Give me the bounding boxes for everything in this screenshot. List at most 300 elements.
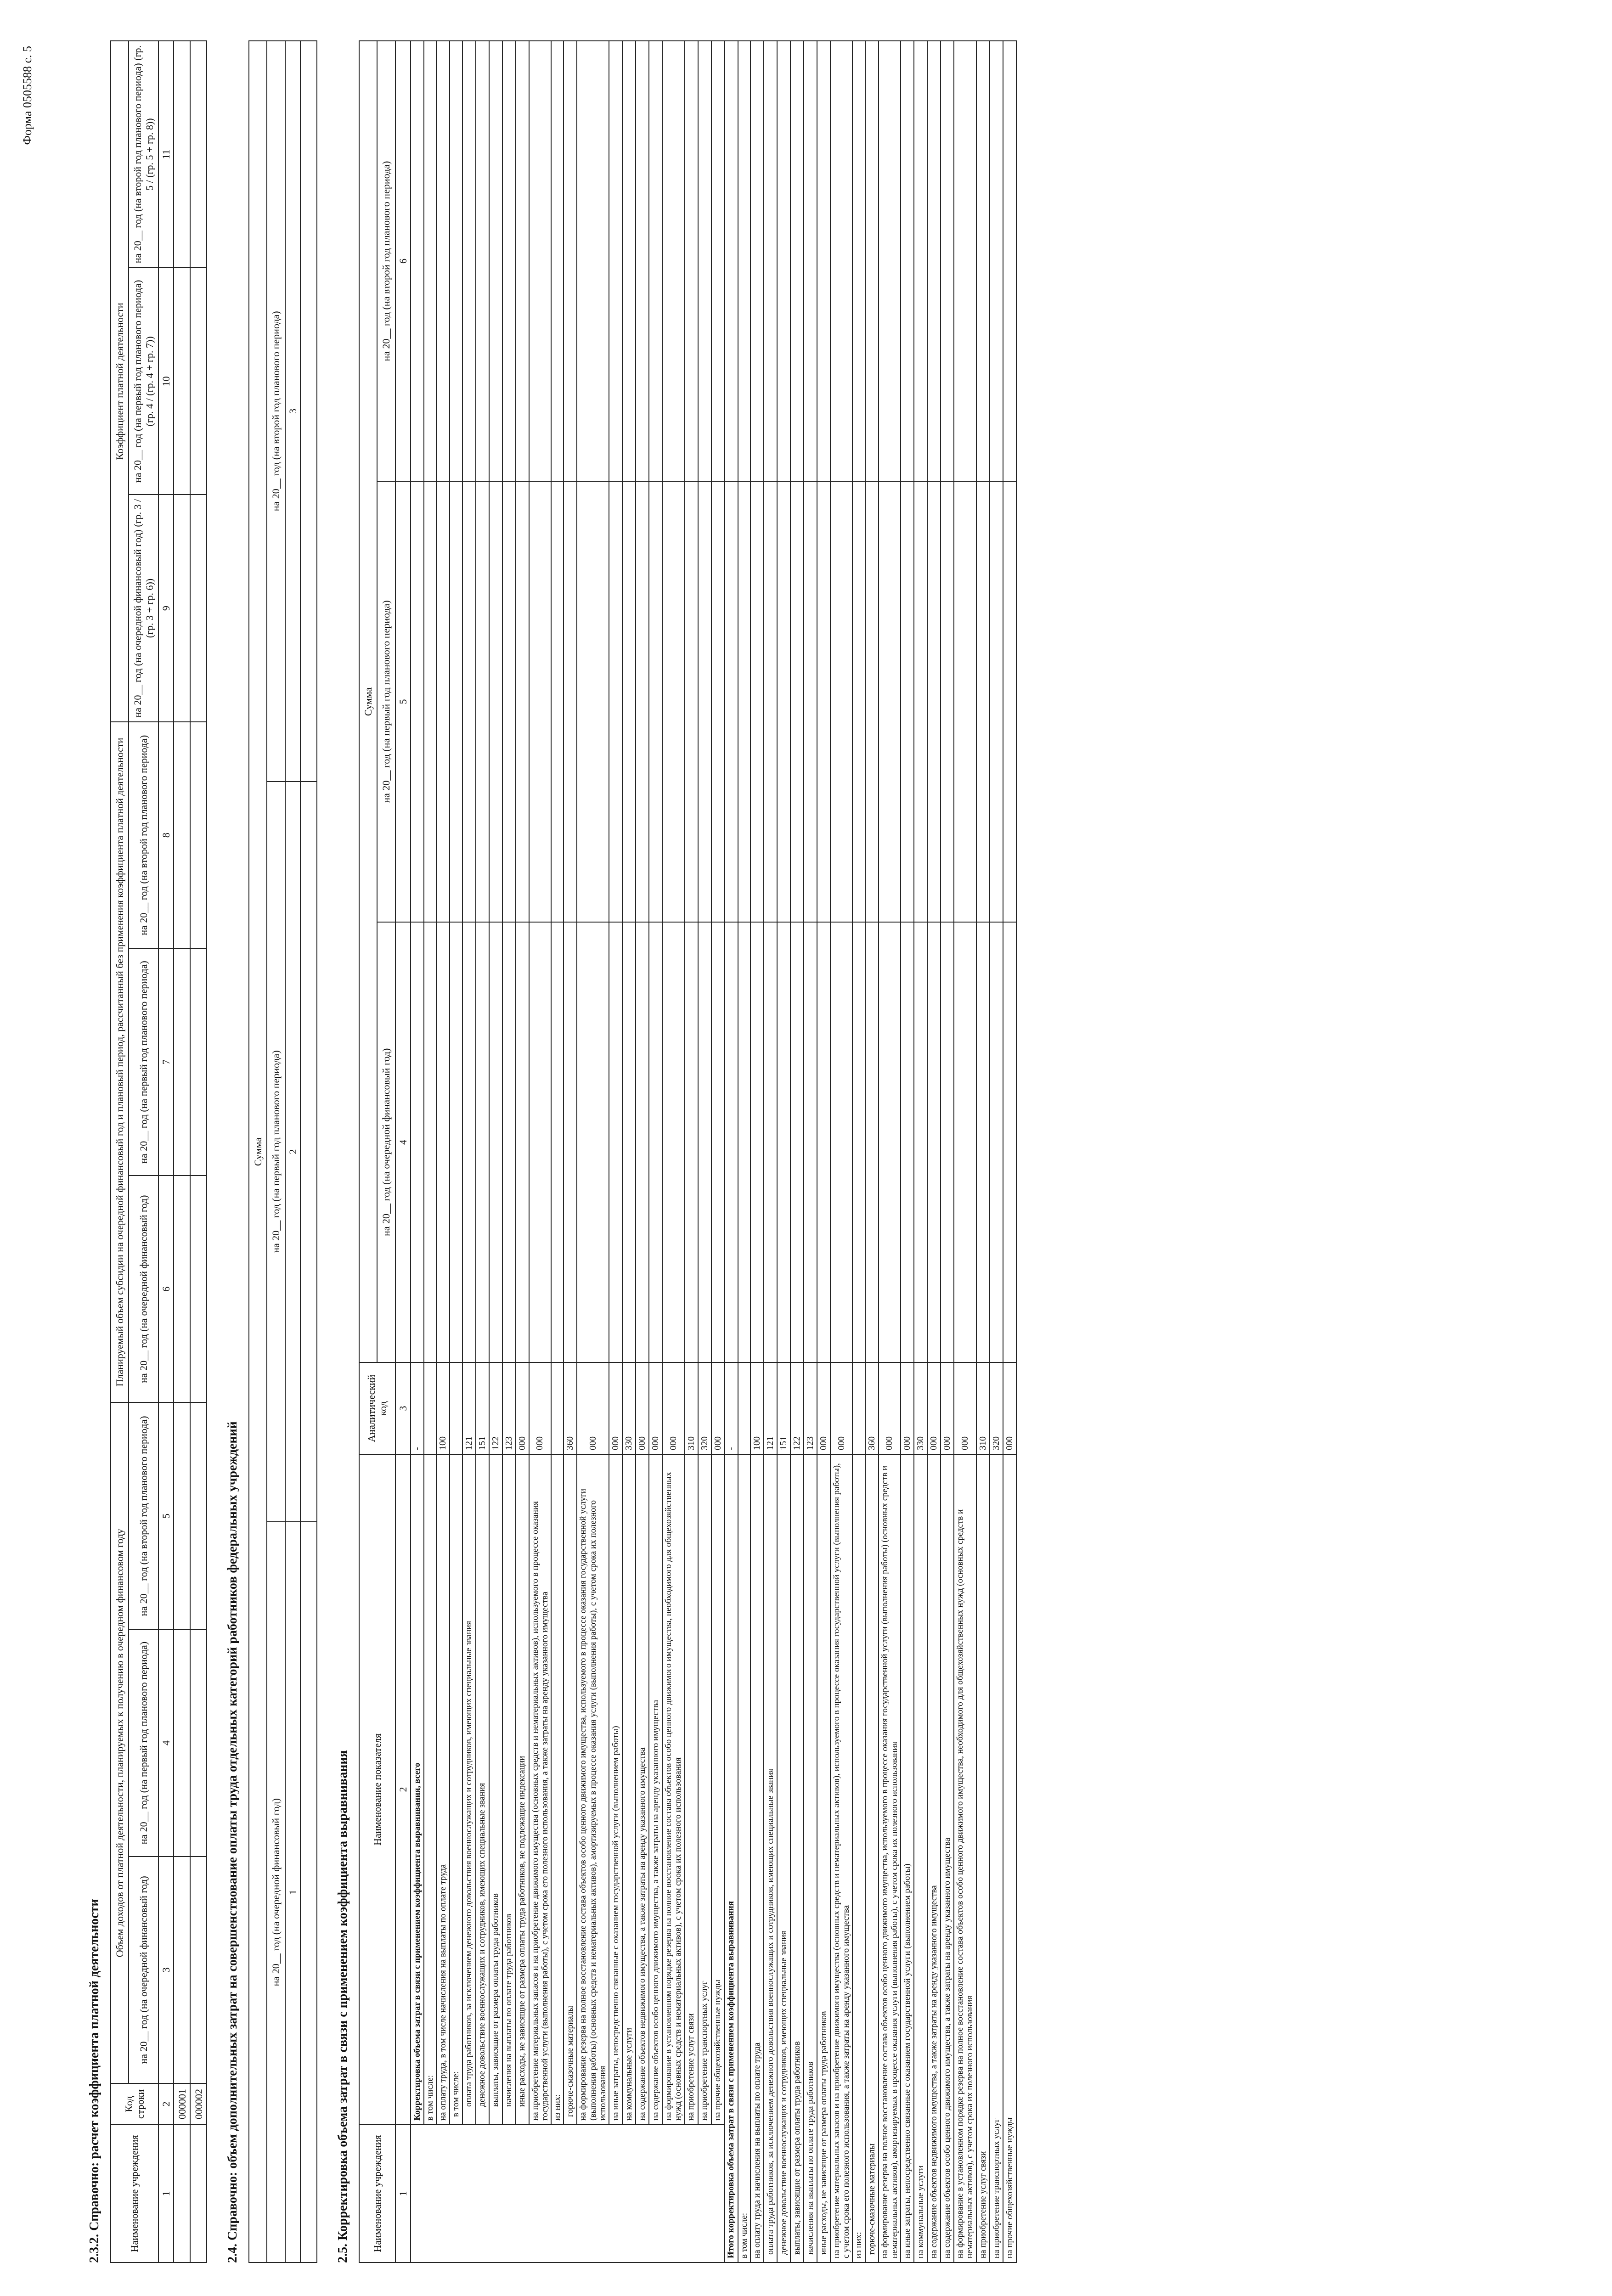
value-cell[interactable] — [411, 41, 424, 481]
total-row — [941, 41, 954, 2262]
analytic-code: 000 — [1003, 1362, 1016, 1454]
cell[interactable] — [190, 2125, 207, 2262]
total-row — [927, 41, 941, 2262]
value-cell[interactable] — [450, 922, 462, 1362]
total-row — [738, 41, 750, 2262]
col-number: 1 — [158, 2125, 174, 2262]
analytic-code: 000 — [662, 1362, 685, 1454]
total-row — [901, 41, 914, 2262]
value-cell[interactable] — [990, 481, 1003, 922]
col-number: 3 — [158, 1857, 174, 2083]
value-cell[interactable] — [424, 41, 436, 481]
value-cell[interactable] — [436, 922, 450, 1362]
indicator-name: на содержание объектов недвижимого имущества, а также затраты на аренду указанного имущества — [636, 1454, 649, 2125]
total-row — [830, 41, 853, 2262]
table-row — [698, 41, 711, 2262]
col-number: 1 — [285, 1522, 300, 2262]
total-row — [817, 41, 830, 2262]
indicator-name: на содержание объектов особо ценного движимого имущества, а также затраты на аренду указанного имущества — [649, 1454, 662, 2125]
value-cell[interactable] — [790, 922, 804, 1362]
col-header: на 20__ год (на второй год планового периода) — [267, 41, 285, 782]
value-cell[interactable] — [516, 922, 529, 1362]
analytic-code: 000 — [817, 1362, 830, 1454]
analytic-code: 100 — [436, 1362, 450, 1454]
value-cell[interactable] — [450, 481, 462, 922]
cell[interactable] — [174, 1857, 190, 2083]
col-number: 2 — [158, 2083, 174, 2125]
indicator-name: Корректировка объема затрат в связи с применением коэффициента выравнивания, всего — [411, 1454, 424, 2125]
value-cell[interactable] — [476, 41, 489, 481]
table-row — [551, 41, 564, 2262]
col-header: на 20__ год (на второй год планового периода) — [377, 41, 395, 481]
col-header: на 20__ год (на первый год планового периода) — [267, 782, 285, 1522]
col-header: на 20__ год (на очередной финансовый год) — [377, 922, 395, 1362]
cell[interactable] — [174, 722, 190, 949]
value-cell[interactable] — [551, 481, 564, 922]
total-row — [804, 41, 817, 2262]
total-row — [954, 41, 976, 2262]
value-cell[interactable] — [564, 41, 577, 481]
indicator-name: в том числе: — [424, 1454, 436, 2125]
analytic-code — [450, 1362, 462, 1454]
col-header: на 20__ год (на очередной финансовый год) (гр. 3 / (гр. 3 + гр. 6)) — [129, 495, 158, 721]
table-row — [649, 41, 662, 2262]
value-cell[interactable] — [750, 922, 764, 1362]
value-cell[interactable] — [516, 481, 529, 922]
cell[interactable] — [190, 495, 207, 721]
table-row — [529, 41, 552, 2262]
value-cell[interactable] — [622, 481, 636, 922]
value-cell[interactable] — [577, 481, 609, 922]
col-number: 5 — [395, 481, 411, 922]
value-cell[interactable] — [711, 922, 725, 1362]
value-cell[interactable] — [698, 41, 711, 481]
value-cell[interactable] — [609, 41, 622, 481]
col-number: 7 — [158, 949, 174, 1176]
analytic-code: 123 — [804, 1362, 817, 1454]
col-number: 11 — [158, 41, 174, 268]
table-row — [516, 41, 529, 2262]
total-indicator-name: иные расходы, не зависящие от размера оплаты труда работников — [817, 1454, 830, 2262]
value-cell[interactable] — [502, 41, 516, 481]
value-cell[interactable] — [649, 41, 662, 481]
indicator-name: начисления на выплаты по оплате труда работников — [502, 1454, 516, 2125]
value-cell[interactable] — [636, 481, 649, 922]
analytic-code: 000 — [711, 1362, 725, 1454]
table-row — [502, 41, 516, 2262]
value-cell[interactable] — [817, 41, 830, 481]
value-cell[interactable] — [865, 481, 879, 922]
col-number: 9 — [158, 495, 174, 721]
total-row — [976, 41, 990, 2262]
form-content — [69, 40, 1017, 2263]
value-cell[interactable] — [852, 41, 865, 481]
col-header: на 20__ год (на очередной финансовый год) — [129, 1857, 158, 2083]
value-cell[interactable] — [914, 481, 927, 922]
value-cell[interactable] — [649, 922, 662, 1362]
total-indicator-name: выплаты, зависящие от размера оплаты труда работников — [790, 1454, 804, 2262]
value-cell[interactable] — [927, 922, 941, 1362]
value-cell[interactable] — [976, 41, 990, 481]
value-cell[interactable] — [711, 41, 725, 481]
value-cell[interactable] — [990, 41, 1003, 481]
total-indicator-name: на формирование в установленном порядке резерва на полное восстановление состава объектов особо ценного движимого имущества, необходимого для общехозяйственных нужд (основных средств и нематериальных активов), с учетом срока их полезного использования — [954, 1454, 976, 2262]
table-row — [489, 41, 502, 2262]
value-cell[interactable] — [804, 481, 817, 922]
col-number: 6 — [395, 41, 411, 481]
cell[interactable] — [174, 41, 190, 268]
table-row — [424, 41, 436, 2262]
value-cell[interactable] — [529, 922, 552, 1362]
table-row — [450, 41, 462, 2262]
indicator-name: иные расходы, не зависящие от размера оплаты труда работников, не подлежащие индексации — [516, 1454, 529, 2125]
analytic-code: 360 — [564, 1362, 577, 1454]
value-cell[interactable] — [777, 922, 790, 1362]
value-cell[interactable] — [662, 481, 685, 922]
total-indicator-name: Итого корректировка объема затрат в связи с применением коэффициента выравнивания — [725, 1454, 738, 2262]
col-number: 8 — [158, 722, 174, 949]
cell[interactable] — [174, 1402, 190, 1629]
value-cell[interactable] — [476, 922, 489, 1362]
table-232 — [110, 40, 207, 2263]
value-cell[interactable] — [1003, 922, 1016, 1362]
value-cell[interactable] — [954, 481, 976, 922]
value-cell[interactable] — [817, 481, 830, 922]
value-cell[interactable] — [662, 41, 685, 481]
value-cell[interactable] — [865, 41, 879, 481]
value-cell[interactable] — [436, 41, 450, 481]
cell[interactable] — [190, 1176, 207, 1402]
value-cell[interactable] — [725, 922, 738, 1362]
value-cell[interactable] — [750, 481, 764, 922]
indicator-name: горюче-смазочные материалы — [564, 1454, 577, 2125]
value-cell[interactable] — [901, 481, 914, 922]
table-row — [711, 41, 725, 2262]
value-cell[interactable] — [830, 922, 853, 1362]
analytic-code: 151 — [777, 1362, 790, 1454]
analytic-code: 360 — [865, 1362, 879, 1454]
table-row — [564, 41, 577, 2262]
value-cell[interactable] — [1003, 41, 1016, 481]
col-number: 4 — [158, 1630, 174, 1857]
analytic-code: 000 — [927, 1362, 941, 1454]
value-cell[interactable] — [764, 922, 777, 1362]
table-row — [685, 41, 698, 2262]
total-indicator-name: оплата труда работников, за исключением денежного довольствия военнослужащих и сотрудников, имеющих специальные звания — [764, 1454, 777, 2262]
value-cell[interactable] — [865, 922, 879, 1362]
value-cell[interactable] — [738, 41, 750, 481]
value-cell[interactable] — [901, 41, 914, 481]
value-cell[interactable] — [927, 41, 941, 481]
cell[interactable] — [174, 495, 190, 721]
group-coefficient: Коэффициент платной деятельности — [111, 41, 129, 722]
value-cell[interactable] — [450, 41, 462, 481]
table-row — [622, 41, 636, 2262]
section-25-title: 2.5. Корректировка объема затрат в связи с применением коэффициента выравнивания — [336, 1750, 350, 2263]
indicator-name: в том числе: — [450, 1454, 462, 2125]
total-indicator-name: на содержание объектов недвижимого имущества, а также затраты на аренду указанного имущества — [927, 1454, 941, 2262]
analytic-code: 121 — [764, 1362, 777, 1454]
analytic-code: 000 — [901, 1362, 914, 1454]
value-cell[interactable] — [1003, 481, 1016, 922]
total-row — [990, 41, 1003, 2262]
value-cell[interactable] — [622, 922, 636, 1362]
value-cell[interactable] — [879, 481, 901, 922]
analytic-code: 310 — [976, 1362, 990, 1454]
value-cell[interactable] — [476, 481, 489, 922]
table-row — [662, 41, 685, 2262]
value-cell[interactable] — [764, 41, 777, 481]
col-header: на 20__ год (на первый год планового периода) — [129, 1630, 158, 1857]
analytic-code: 000 — [529, 1362, 552, 1454]
value-cell[interactable] — [489, 481, 502, 922]
value-cell[interactable] — [817, 922, 830, 1362]
value-cell[interactable] — [941, 41, 954, 481]
cell[interactable] — [190, 722, 207, 949]
total-indicator-name: на формирование резерва на полное восстановление состава объектов особо ценного движимого имущества, используемого в процессе оказания государственной услуги (выполнения работы) (основных средств и нематериальных активов), амортизируемых в процессе оказания услуги (выполнения работы), с учетом срока их полезного использования — [879, 1454, 901, 2262]
value-cell[interactable] — [990, 922, 1003, 1362]
value-cell[interactable] — [516, 41, 529, 481]
value-cell[interactable] — [577, 41, 609, 481]
analytic-code: 151 — [476, 1362, 489, 1454]
analytic-code: 000 — [649, 1362, 662, 1454]
value-cell[interactable] — [790, 481, 804, 922]
value-cell[interactable] — [954, 41, 976, 481]
value-cell[interactable] — [852, 922, 865, 1362]
cell[interactable] — [174, 1630, 190, 1857]
form-label: Форма 0505588 с. 5 — [21, 46, 34, 145]
value-cell[interactable] — [927, 481, 941, 922]
value-cell[interactable] — [411, 922, 424, 1362]
value-cell[interactable] — [424, 922, 436, 1362]
total-indicator-name: на содержание объектов особо ценного движимого имущества, а также затраты на аренду указанного имущества — [941, 1454, 954, 2262]
analytic-code: 320 — [698, 1362, 711, 1454]
value-cell[interactable] — [750, 41, 764, 481]
value-cell[interactable] — [609, 922, 622, 1362]
analytic-code: 000 — [577, 1362, 609, 1454]
value-cell[interactable] — [462, 41, 476, 481]
group-subsidy: Планируемый объем субсидии на очередной финансовый год и плановый период, рассчитанный без применения коэффициента платной деятельности — [111, 722, 129, 1403]
analytic-code: - — [411, 1362, 424, 1454]
total-indicator-name: на оплату труда и начисления на выплаты по оплате труда — [750, 1454, 764, 2262]
indicator-name: на прочие общехозяйственные нужды — [711, 1454, 725, 2125]
col-number: 2 — [395, 1454, 411, 2125]
col-number: 1 — [395, 2125, 411, 2262]
col-header: на 20__ год (на второй год планового периода) — [129, 1402, 158, 1629]
cell[interactable] — [190, 949, 207, 1176]
total-indicator-name: горюче-смазочные материалы — [865, 1454, 879, 2262]
cell[interactable] — [300, 41, 317, 782]
value-cell[interactable] — [954, 922, 976, 1362]
cell[interactable] — [174, 2125, 190, 2262]
value-cell[interactable] — [551, 922, 564, 1362]
indicator-name: выплаты, зависящие от размера оплаты труда работников — [489, 1454, 502, 2125]
indicator-name: из них: — [551, 1454, 564, 2125]
col-code: Код строки — [111, 2083, 158, 2125]
analytic-code: 330 — [914, 1362, 927, 1454]
value-cell[interactable] — [901, 922, 914, 1362]
value-cell[interactable] — [489, 41, 502, 481]
value-cell[interactable] — [489, 922, 502, 1362]
value-cell[interactable] — [502, 481, 516, 922]
value-cell[interactable] — [462, 922, 476, 1362]
value-cell[interactable] — [879, 922, 901, 1362]
institution-cell[interactable] — [411, 2125, 725, 2262]
value-cell[interactable] — [879, 41, 901, 481]
value-cell[interactable] — [941, 922, 954, 1362]
col-number: 2 — [285, 782, 300, 1522]
total-row — [725, 41, 738, 2262]
indicator-name: на приобретение услуг связи — [685, 1454, 698, 2125]
cell[interactable] — [190, 1857, 207, 2083]
analytic-code: 000 — [636, 1362, 649, 1454]
col-header: на 20__ год (на очередной финансовый год) — [267, 1522, 285, 2262]
table-row — [174, 41, 190, 2262]
indicator-name: на формирование резерва на полное восстановление состава объектов особо ценного движимого имущества, используемого в процессе оказания государственной услуги (выполнения работы) (основных средств и нематериальных активов), амортизируемых в процессе оказания услуги (выполнения работы), с учетом срока их полезного использования — [577, 1454, 609, 2125]
value-cell[interactable] — [738, 481, 750, 922]
value-cell[interactable] — [609, 481, 622, 922]
row-code: 000001 — [174, 2083, 190, 2125]
value-cell[interactable] — [830, 481, 853, 922]
col-number: 10 — [158, 268, 174, 495]
analytic-code: 121 — [462, 1362, 476, 1454]
total-row — [852, 41, 865, 2262]
cell[interactable] — [300, 1522, 317, 2262]
col-header: на 20__ год (на первый год планового периода) — [377, 481, 395, 922]
indicator-name: оплата труда работников, за исключением денежного довольствия военнослужащих и сотрудников, имеющих специальные звания — [462, 1454, 476, 2125]
value-cell[interactable] — [462, 481, 476, 922]
table-25-body — [411, 41, 1016, 2262]
group-sum: Сумма — [249, 41, 267, 2262]
value-cell[interactable] — [577, 922, 609, 1362]
analytic-code — [424, 1362, 436, 1454]
cell[interactable] — [174, 1176, 190, 1402]
cell[interactable] — [174, 949, 190, 1176]
col-number: 3 — [285, 41, 300, 782]
section-24-title: 2.4. Справочно: объем дополнительных затрат на совершенствование оплаты труда отдельных категорий работников федеральных учреждений — [225, 1421, 240, 2263]
total-indicator-name: на приобретение транспортных услуг — [990, 1454, 1003, 2262]
value-cell[interactable] — [685, 41, 698, 481]
value-cell[interactable] — [790, 41, 804, 481]
value-cell[interactable] — [564, 922, 577, 1362]
total-row — [914, 41, 927, 2262]
value-cell[interactable] — [622, 41, 636, 481]
value-cell[interactable] — [914, 41, 927, 481]
group-sum: Сумма — [359, 41, 377, 1362]
value-cell[interactable] — [804, 922, 817, 1362]
value-cell[interactable] — [914, 922, 927, 1362]
row-code: 000002 — [190, 2083, 207, 2125]
value-cell[interactable] — [564, 481, 577, 922]
value-cell[interactable] — [941, 481, 954, 922]
value-cell[interactable] — [436, 481, 450, 922]
cell[interactable] — [190, 1402, 207, 1629]
value-cell[interactable] — [764, 481, 777, 922]
indicator-name: на коммунальные услуги — [622, 1454, 636, 2125]
analytic-code — [738, 1362, 750, 1454]
total-row — [1003, 41, 1016, 2262]
col-header: на 20__ год (на первый год планового периода) (гр. 4 / (гр. 4 + гр. 7)) — [129, 268, 158, 495]
analytic-code: 000 — [516, 1362, 529, 1454]
value-cell[interactable] — [777, 481, 790, 922]
col-institution: Наименование учреждения — [111, 2125, 158, 2262]
analytic-code — [551, 1362, 564, 1454]
value-cell[interactable] — [685, 922, 698, 1362]
table-row — [462, 41, 476, 2262]
indicator-name: денежное довольствие военнослужащих и сотрудников, имеющих специальные звания — [476, 1454, 489, 2125]
value-cell[interactable] — [411, 481, 424, 922]
value-cell[interactable] — [711, 481, 725, 922]
col-number: 6 — [158, 1176, 174, 1402]
total-indicator-name: денежное довольствие военнослужащих и сотрудников, имеющих специальные звания — [777, 1454, 790, 2262]
col-header: на 20__ год (на очередной финансовый год) — [129, 1176, 158, 1402]
total-indicator-name: на иные затраты, непосредственно связанные с оказанием государственной услуги (выполнением работы) — [901, 1454, 914, 2262]
indicator-name: на иные затраты, непосредственно связанные с оказанием государственной услуги (выполнением работы) — [609, 1454, 622, 2125]
cell[interactable] — [300, 782, 317, 1522]
col-header: на 20__ год (на первый год планового периода) — [129, 949, 158, 1176]
total-indicator-name: начисления на выплаты по оплате труда работников — [804, 1454, 817, 2262]
total-row — [790, 41, 804, 2262]
table-25 — [359, 40, 1017, 2263]
total-row — [764, 41, 777, 2262]
value-cell[interactable] — [649, 481, 662, 922]
col-number: 3 — [395, 1362, 411, 1454]
cell[interactable] — [174, 268, 190, 495]
value-cell[interactable] — [976, 922, 990, 1362]
cell[interactable] — [190, 41, 207, 268]
table-row — [636, 41, 649, 2262]
value-cell[interactable] — [725, 41, 738, 481]
value-cell[interactable] — [685, 481, 698, 922]
total-row — [879, 41, 901, 2262]
analytic-code: - — [725, 1362, 738, 1454]
value-cell[interactable] — [976, 481, 990, 922]
section-232-title: 2.3.2. Справочно: расчет коэффициента платной деятельности — [87, 1899, 101, 2263]
cell[interactable] — [190, 1630, 207, 1857]
table-24 — [248, 40, 317, 2263]
total-indicator-name: на приобретение материальных запасов и на приобретение движимого имущества (основных средств и нематериальных активов), используемого в процессе оказания государственной услуги (выполнения работы), с учетом срока его полезного использования, а также затраты на аренду указанного имущества — [830, 1454, 853, 2262]
value-cell[interactable] — [636, 922, 649, 1362]
indicator-name: на приобретение транспортных услуг — [698, 1454, 711, 2125]
group-income: Объем доходов от платной деятельности, планируемых к получению в очередном финансовом году — [111, 1402, 129, 2083]
value-cell[interactable] — [738, 922, 750, 1362]
value-cell[interactable] — [804, 41, 817, 481]
value-cell[interactable] — [636, 41, 649, 481]
total-indicator-name: из них: — [852, 1454, 865, 2262]
value-cell[interactable] — [529, 481, 552, 922]
analytic-code: 122 — [790, 1362, 804, 1454]
table-row — [577, 41, 609, 2262]
col-number: 4 — [395, 922, 411, 1362]
analytic-code: 000 — [609, 1362, 622, 1454]
value-cell[interactable] — [662, 922, 685, 1362]
table-row — [411, 41, 424, 2262]
table-row — [436, 41, 450, 2262]
total-indicator-name: на приобретение услуг связи — [976, 1454, 990, 2262]
value-cell[interactable] — [424, 481, 436, 922]
value-cell[interactable] — [777, 41, 790, 481]
value-cell[interactable] — [698, 922, 711, 1362]
value-cell[interactable] — [852, 481, 865, 922]
value-cell[interactable] — [830, 41, 853, 481]
value-cell[interactable] — [725, 481, 738, 922]
value-cell[interactable] — [698, 481, 711, 922]
cell[interactable] — [190, 268, 207, 495]
value-cell[interactable] — [529, 41, 552, 481]
value-cell[interactable] — [551, 41, 564, 481]
total-indicator-name: на прочие общехозяйственные нужды — [1003, 1454, 1016, 2262]
value-cell[interactable] — [502, 922, 516, 1362]
